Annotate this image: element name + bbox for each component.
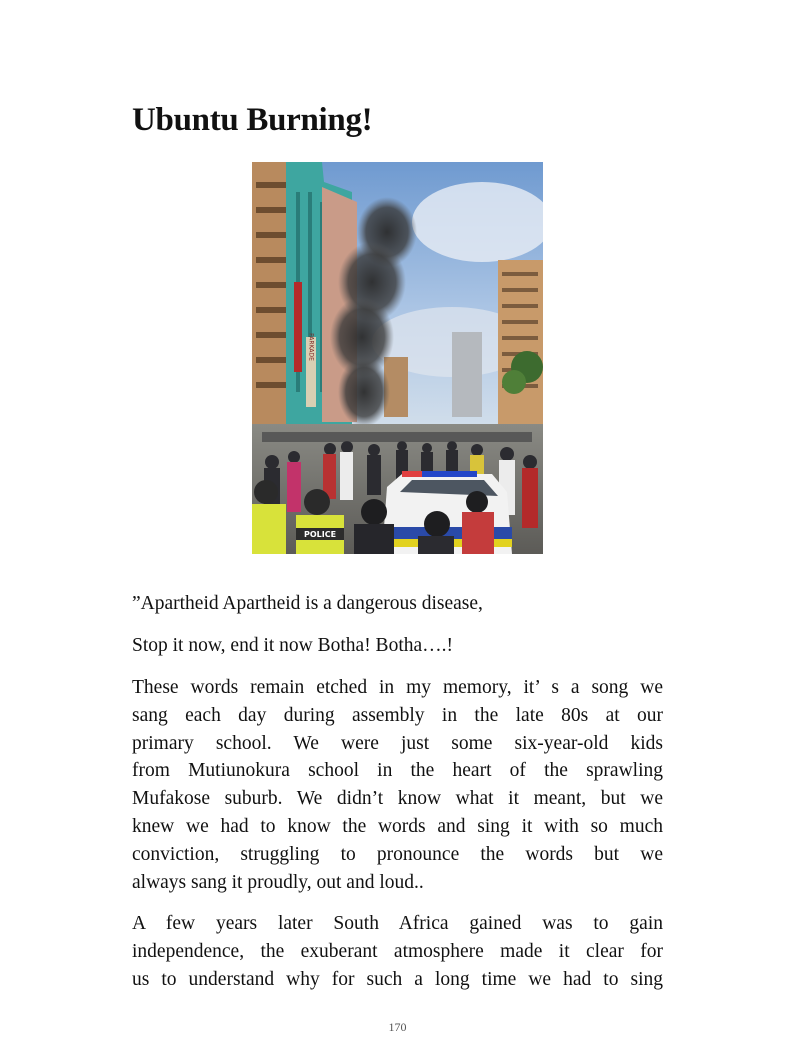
police-vest-text: POLICE: [303, 530, 337, 539]
lyric-block: [132, 590, 663, 618]
building-right: [498, 260, 543, 430]
text-line: knew we had to know the words and sing it with so much: [132, 815, 663, 837]
person-head: [361, 499, 387, 525]
photo-canvas: [252, 162, 543, 554]
person-body: [354, 524, 394, 554]
riot-street-photo: [252, 162, 543, 554]
text-line: sang each day during assembly in the late 80s at our: [132, 704, 663, 726]
police-lightbar-red: [402, 471, 422, 477]
building-left-windows: [256, 182, 286, 388]
person-body: [462, 512, 494, 554]
paragraph-1: [132, 674, 663, 896]
paragraph-2: [132, 910, 663, 993]
chapter-title: Ubuntu Burning!: [132, 102, 373, 138]
lyric-line: ”Apartheid Apartheid is a dangerous disease,: [132, 593, 483, 614]
text-line: us to understand why for such a long time we had to sing: [132, 968, 663, 990]
person-body: [418, 536, 454, 554]
person-head: [424, 511, 450, 537]
officer-vest: [252, 504, 286, 554]
lyric-line: Stop it now, end it now Botha! Botha….!: [132, 635, 454, 656]
person-head: [466, 491, 488, 513]
parkade-sign-text: PARKADE: [307, 333, 315, 361]
building-distant: [452, 332, 482, 417]
tree: [502, 370, 526, 394]
text-line: conviction, struggling to pronounce the words but we: [132, 843, 663, 865]
text-line: primary school. We were just some six-year-old kids: [132, 732, 663, 754]
page-number: 170: [388, 1020, 407, 1034]
vertical-sign: [294, 282, 302, 372]
lyric-block: [132, 632, 663, 660]
crowd-distant: [262, 432, 532, 442]
text-line: from Mutiunokura school in the heart of the sprawling: [132, 760, 663, 782]
text-line: These words remain etched in my memory, it’ s a song we: [132, 677, 663, 698]
text-line: independence, the exuberant atmosphere made it clear for: [132, 940, 663, 962]
officer-head: [304, 489, 330, 515]
text-line: always sang it proudly, out and loud..: [132, 871, 424, 893]
officer-head: [254, 480, 278, 504]
text-line: Mufakose suburb. We didn’t know what it meant, but we: [132, 788, 663, 810]
text-line: A few years later South Africa gained was to gain: [132, 913, 663, 934]
smoke: [338, 357, 390, 427]
